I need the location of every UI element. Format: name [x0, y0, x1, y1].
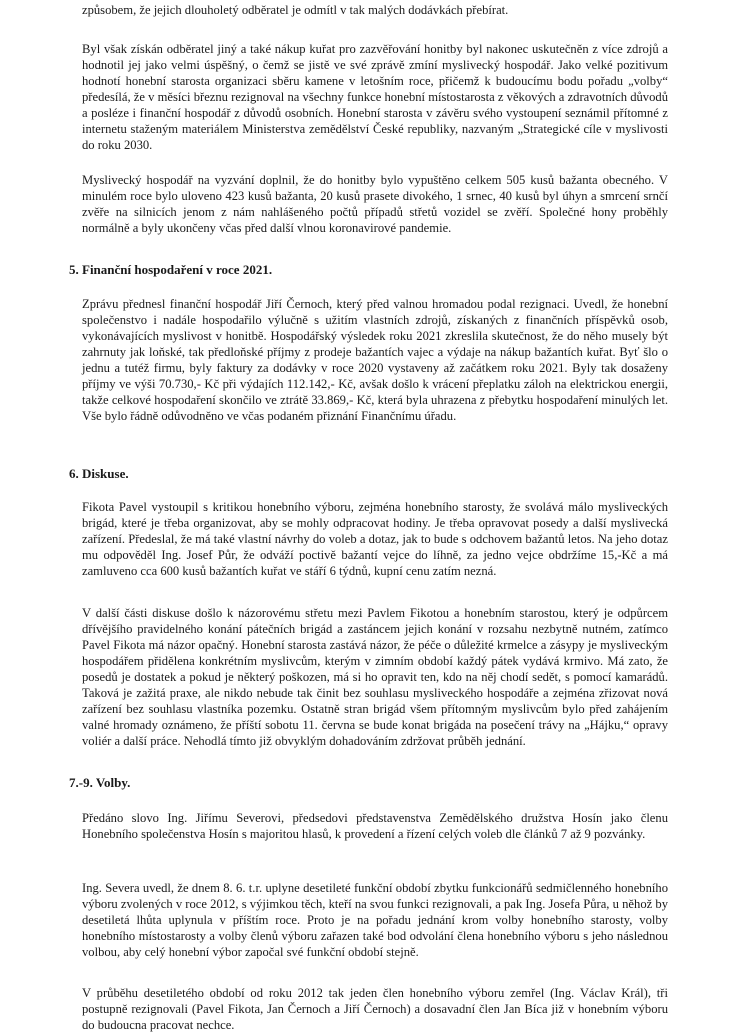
paragraph-intro-continuation: způsobem, že jejich dlouholetý odběratel je odmítl v tak malých dodávkách přebírat. [82, 3, 509, 17]
paragraph-elections-term: Ing. Severa uvedl, že dnem 8. 6. t.r. uplyne desetileté funkční období zbytku funkcionářů sedmičlenného honebního výboru zvolených v roce 2012, s výjimkou těch, kteří na svou funkci rezignovali, a pak Ing. Josefa Půra, u něhož by desetiletá lhůta uplynula v příštím roce. Proto je na pořadu jednání krom volby honebního starosty, volby honebního místostarosty a volby členů výboru zařazen také bod odvolání člena honebního výboru s jeho následnou volbou, aby celý honební výbor započal své funkční období stejně. [82, 881, 668, 959]
paragraph-elections-intro: Předáno slovo Ing. Jiřímu Severovi, předsedovi představenstva Zemědělského družstva Hosín jako členu Honebního společenstva Hosín s majoritou hlasů, k provedení a řízení celých voleb dle článků 7 až 9 pozvánky. [82, 811, 668, 841]
paragraph-discussion-conflict: V další části diskuse došlo k názorovému střetu mezi Pavlem Fikotou a honebním starostou, který je odpůrcem dřívějšího pravidelného konání pátečních brigád a zastáncem jejich konání v rozsahu nezbytně nutném, zatímco Pavel Fikota má názor opačný. Honební starosta zastává názor, že péče o důležité krmelce a zásypy je mysliveckým hospodářem přidělena konkrétním myslivcům, kterým v zimním období každý pátek vydává krmivo. Má zato, že posedů je dostatek a pokud je některý poškozen, má si ho opravit ten, kdo na něj chodí sedět, s pomocí kamarádů. Taková je zažitá praxe, ale nikdo nebude tak činit bez souhlasu mysliveckého hospodáře a zejména zřizovat nová zařízení bez souhlasu vlastníka pozemku. Ostatně stran brigád všem přítomným myslivcům bylo před zahájením valné hromady oznámeno, že příští sobotu 11. června se bude konat brigáda na posečení trávy na „Hájku,“ opravy voliér a další práce. Nehodlá tímto již obvyklým dohadováním zdržovat průběh jednání. [82, 606, 668, 748]
paragraph-gamekeeper-report: Myslivecký hospodář na vyzvání doplnil, že do honitby bylo vypuštěno celkem 505 kusů bažanta obecného. V minulém roce bylo uloveno 423 kusů bažanta, 20 kusů prasete divokého, 1 srnec, 40 kusů byl úhyn a smrcení srnčí zvěře na silnicích jenom z nám nahlášeného počtů případů střetů vozidel se zvěří. Společné hony proběhly normálně a byly ukončeny včas před další vlnou koronavirové pandemie. [82, 173, 668, 235]
section-heading-elections: 7.-9. Volby. [69, 775, 131, 790]
paragraph-discussion-fikota: Fikota Pavel vystoupil s kritikou honebního výboru, zejména honebního starosty, že svolává málo mysliveckých brigád, které je třeba organizovat, aby se mohly odpracovat hodiny. Je třeba opravovat posedy a další myslivecká zařízení. Předeslal, že má také vlastní návrhy do voleb a dotaz, jak to bude s odchovem bažantů letos. Na jeho dotaz mu odpověděl Ing. Josef Půr, že odváží poctivě bažantí vejce do líhně, za jedno vejce obdržíme 15,-Kč a má zamluveno cca 600 kusů bažantích kuřat ve stáří 6 týdnů, kupní cenu zatím nezná. [82, 500, 668, 578]
paragraph-report-purchases: Byl však získán odběratel jiný a také nákup kuřat pro zazvěřování honitby byl nakonec uskutečněn z více zdrojů a hodnotil jej jako velmi úspěšný, o čemž se jistě ve své zprávě zmíní myslivecký hospodář. Jako velké pozitivum hodnotí honební starosta organizaci sběru kamene v letošním roce, přičemž k budoucímu bodu pořadu „volby“ předesílá, že v měsíci březnu rezignoval na všechny funkce honební místostarosta z věkových a zdravotních důvodů a posléze i finanční hospodář z důvodů osobních. Honební starosta v závěru svého vystoupení seznámil přítomné z internetu staženým materiálem Ministerstva zemědělství České republiky, nazvaným „Strategické cíle v myslivosti do roku 2030. [82, 42, 668, 152]
paragraph-finance-report: Zprávu přednesl finanční hospodář Jiří Černoch, který před valnou hromadou podal rezignaci. Uvedl, že honební společenstvo i nadále hospodařilo výlučně s užitím vlastních zdrojů, získaných z finančních příspěvků osob, vykonávajících myslivost v honitbě. Hospodářský výsledek roku 2021 zkreslila skutečnost, že do něho musely být zahrnuty jak loňské, tak předloňské příjmy z prodeje bažantích vajec a výdaje na nákup bažantích kuřat. Byť šlo o jednu a tutéž firmu, byly faktury za dodávky v roce 2020 vystaveny až začátkem roku 2021. Byly tak dosaženy příjmy ve výši 70.730,- Kč při výdajích 112.142,- Kč, avšak došlo k vrácení přeplatku záloh na elektrickou energii, takže celkové hospodaření skončilo ve ztrátě 33.869,- Kč, která byla uhrazena z přebytku hospodaření minulých let. Vše bylo řádně odůvodněno ve včas podaném přiznání Finančnímu úřadu. [82, 297, 668, 423]
section-heading-discussion: 6. Diskuse. [69, 466, 129, 481]
section-heading-finance: 5. Finanční hospodaření v roce 2021. [69, 262, 273, 277]
paragraph-elections-members: V průběhu desetiletého období od roku 2012 tak jeden člen honebního výboru zemřel (Ing. Václav Král), tři postupně rezignovali (Pavel Fikota, Jan Černoch a Jiří Černoch) a dosavadní člen Jan Bíca již v honebním výboru do budoucna pracovat nechce. [82, 986, 668, 1032]
